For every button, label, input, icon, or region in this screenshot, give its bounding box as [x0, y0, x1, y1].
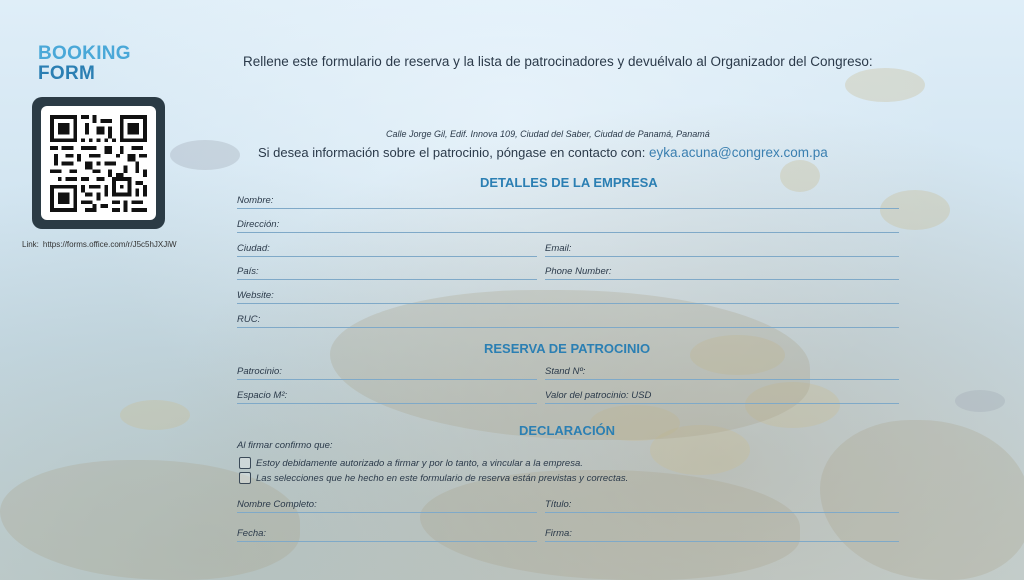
declaration-intro: Al firmar confirmo que:: [237, 440, 333, 451]
company-website-label: Website:: [237, 290, 274, 301]
background-fish: [845, 68, 925, 102]
qr-code-frame: [32, 97, 165, 229]
full-name-label: Nombre Completo:: [237, 499, 317, 510]
intro-text: Rellene este formulario de reserva y la lista de patrocinadores y devuélvalo al Organizador del Congreso:: [243, 54, 873, 69]
form-link: [22, 240, 181, 249]
declaration-section-title: DECLARACIÓN: [519, 423, 616, 438]
job-title-label: Título:: [545, 499, 572, 510]
brand-line-1: BOOKING: [38, 43, 131, 64]
sponsorship-field[interactable]: [237, 359, 537, 380]
signature-field[interactable]: [545, 521, 899, 542]
signature-label: Firma:: [545, 528, 572, 539]
sponsorship-value-label: Valor del patrocinio: USD: [545, 390, 652, 401]
company-city-field[interactable]: [237, 236, 537, 257]
organizer-address: Calle Jorge Gil, Edif. Innova 109, Ciudad del Saber, Ciudad de Panamá, Panamá: [386, 129, 710, 139]
space-m2-field[interactable]: [237, 383, 537, 404]
selections-checkbox[interactable]: [239, 472, 251, 484]
stand-number-field[interactable]: [545, 359, 899, 380]
company-ruc-label: RUC:: [237, 314, 261, 325]
contact-text: Si desea información sobre el patrocinio, póngase en contacto con:: [258, 145, 649, 160]
company-name-field[interactable]: [237, 188, 899, 209]
company-country-label: País:: [237, 266, 259, 277]
full-name-field[interactable]: [237, 492, 537, 513]
company-phone-field[interactable]: [545, 259, 899, 280]
stand-number-label: Stand Nº:: [545, 366, 586, 377]
date-field[interactable]: [237, 521, 537, 542]
company-website-field[interactable]: [237, 283, 899, 304]
company-phone-label: Phone Number:: [545, 266, 612, 277]
company-section-title: DETALLES DE LA EMPRESA: [480, 175, 658, 190]
background-fish: [170, 140, 240, 170]
company-name-label: Nombre:: [237, 195, 274, 206]
link-url[interactable]: https://forms.office.com/r/J5c5hJXJiW: [42, 240, 177, 249]
company-address-label: Dirección:: [237, 219, 280, 230]
company-city-label: Ciudad:: [237, 243, 270, 254]
qr-code-icon[interactable]: [41, 106, 156, 220]
company-address-field[interactable]: [237, 212, 899, 233]
authorization-checkbox-label: Estoy debidamente autorizado a firmar y por lo tanto, a vincular a la empresa.: [256, 457, 583, 469]
brand-title: [38, 44, 131, 84]
company-email-field[interactable]: [545, 236, 899, 257]
job-title-field[interactable]: [545, 492, 899, 513]
space-m2-label: Espacio M²:: [237, 390, 288, 401]
link-label: Link:: [22, 240, 39, 249]
background-fish: [955, 390, 1005, 412]
selections-checkbox-label: Las selecciones que he hecho en este formulario de reserva están previstas y correctas.: [256, 472, 629, 484]
contact-line: [258, 145, 828, 160]
company-country-field[interactable]: [237, 259, 537, 280]
company-email-label: Email:: [545, 243, 572, 254]
background-fish: [120, 400, 190, 430]
sponsorship-label: Patrocinio:: [237, 366, 282, 377]
brand-line-2: FORM: [38, 63, 96, 84]
contact-email-link[interactable]: eyka.acuna@congrex.com.pa: [648, 145, 828, 160]
declaration-check-1: [239, 457, 583, 469]
declaration-check-2: [239, 472, 628, 484]
sponsorship-value-field[interactable]: [545, 383, 899, 404]
date-label: Fecha:: [237, 528, 267, 539]
authorization-checkbox[interactable]: [239, 457, 251, 469]
qr-code-graphic: [50, 115, 147, 212]
sponsorship-section-title: RESERVA DE PATROCINIO: [484, 341, 651, 356]
company-ruc-field[interactable]: [237, 307, 899, 328]
